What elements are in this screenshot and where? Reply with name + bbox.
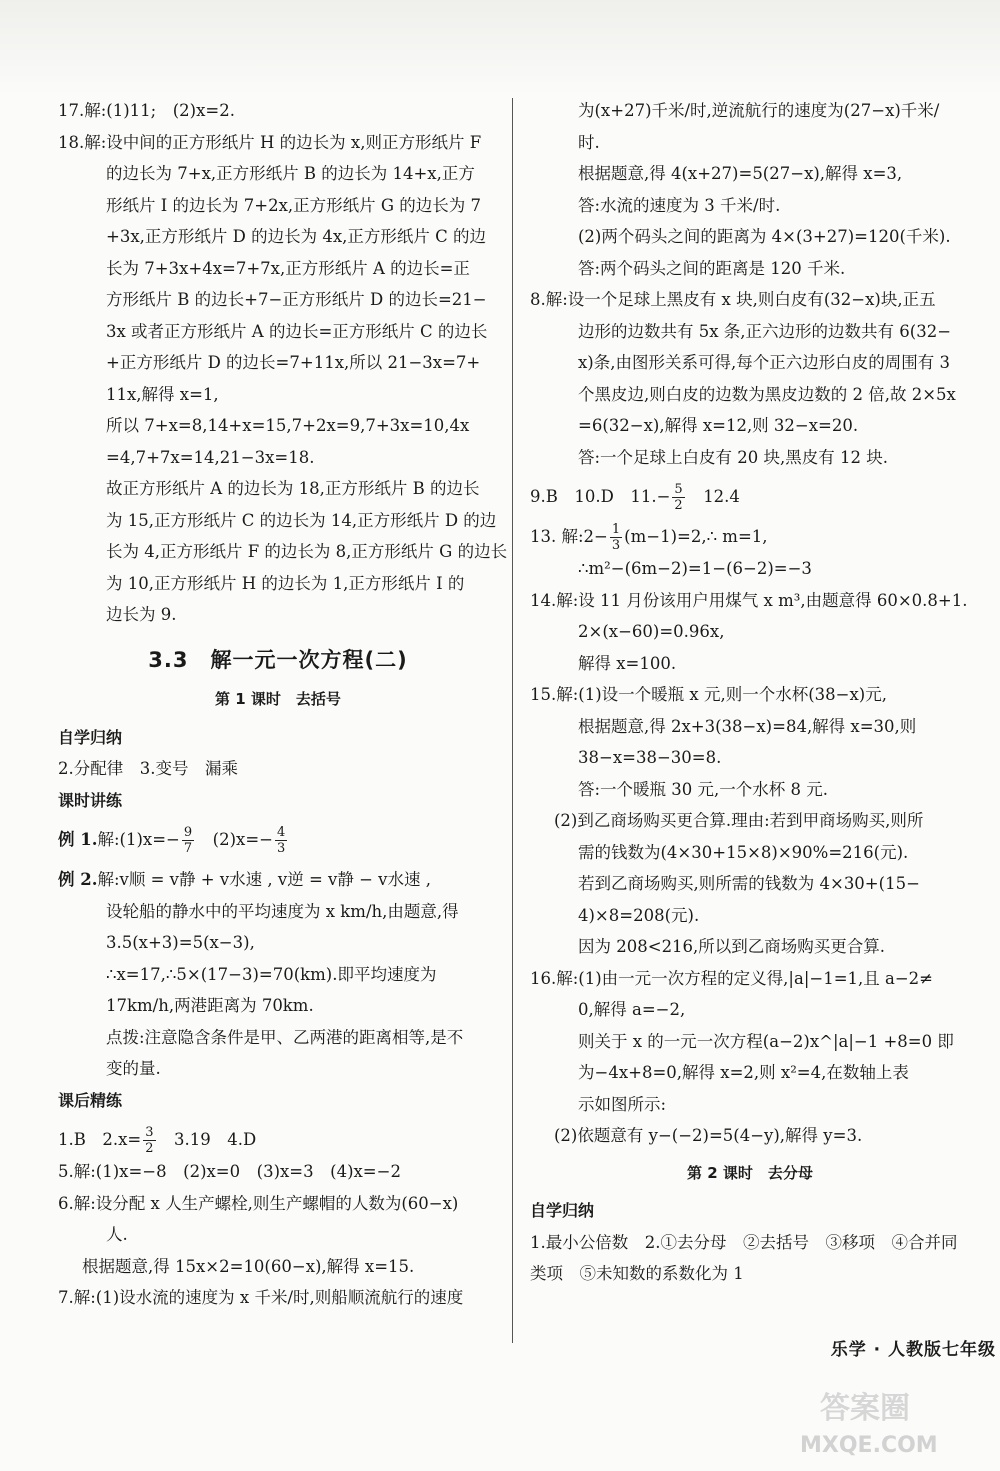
answer-15-line: 根据题意,得 2x+3(38−x)=84,解得 x=30,则	[578, 716, 917, 736]
fraction-denominator: 3	[611, 538, 621, 553]
answer-16-line: 示如图所示:	[578, 1094, 667, 1114]
fraction-denominator: 7	[183, 841, 193, 856]
left-column	[58, 95, 508, 1314]
watermark-main-text: 答案圈	[820, 1391, 910, 1426]
answer-18-line: =4,7+7x=14,21−3x=18.	[106, 447, 315, 467]
answer-13-line: ∴m²−(6m−2)=1−(6−2)=−3	[578, 559, 812, 578]
self-study-heading: 自学归纳	[530, 1201, 595, 1220]
answer-18-line: 长为 7+3x+4x=7+7x,正方形纸片 A 的边长=正	[106, 258, 470, 278]
fraction-numerator: 3	[145, 1125, 154, 1140]
answer-18-line: 方形纸片 B 的边长+7−正方形纸片 D 的边长=21−	[106, 290, 487, 309]
answers-9-12-text: 12.4	[686, 487, 740, 506]
fraction-numerator: 1	[611, 522, 621, 537]
self-study-answer: 2.分配律 3.变号 漏乘	[58, 759, 238, 778]
answer-6-line: 6.解:设分配 x 人生产螺栓,则生产螺帽的人数为(60−x)	[58, 1193, 459, 1213]
answer-14-line: 2×(x−60)=0.96x,	[578, 622, 725, 641]
answer-8-line: 边形的边数共有 5x 条,正六边形的边数共有 6(32−	[578, 321, 952, 341]
answers-1-4-text: 1.B 2.x=	[58, 1130, 142, 1149]
after-class-heading: 课后精练	[58, 1090, 123, 1110]
answer-13-text: 13. 解:2−	[530, 527, 608, 546]
answer-15-line: (2)到乙商场购买更合算.理由:若到甲商场购买,则所	[554, 811, 924, 830]
answer-18-line: 为 10,正方形纸片 H 的边长为 1,正方形纸片 I 的	[106, 573, 465, 593]
lesson-1-title: 第 1 课时 去括号	[215, 690, 341, 708]
fraction-numerator: 4	[276, 825, 286, 840]
lesson-2-answer-line: 类项 ⑤未知数的系数化为 1	[530, 1264, 744, 1283]
answer-15-line: 因为 208<216,所以到乙商场购买更合算.	[578, 937, 886, 956]
answer-16-line: 0,解得 a=−2,	[578, 1000, 686, 1019]
right-column	[530, 95, 970, 1290]
answer-7-line: 根据题意,得 4(x+27)=5(27−x),解得 x=3,	[578, 164, 903, 183]
fraction-denominator: 2	[145, 1141, 154, 1156]
answer-18-line: +正方形纸片 D 的边长=7+11x,所以 21−3x=7+	[106, 353, 481, 372]
self-study-heading: 自学归纳	[58, 727, 123, 747]
fraction	[610, 522, 622, 553]
answer-8-line: x)条,由图形关系可得,每个正六边形白皮的周围有 3	[578, 353, 950, 372]
lesson-2-title: 第 2 课时 去分母	[687, 1163, 813, 1182]
answer-13	[530, 521, 970, 553]
example-2-line: 点拨:注意隐含条件是甲、乙两港的距离相等,是不	[106, 1027, 464, 1047]
answer-8-line: 答:一个足球上白皮有 20 块,黑皮有 12 块.	[578, 447, 889, 467]
example-2-formula: 解:v顺 = v静 + v水速 , v逆 = v静 − v水速 ,	[97, 870, 431, 889]
answer-6-line: 根据题意,得 15x×2=10(60−x),解得 x=15.	[82, 1256, 415, 1276]
answer-18-line: 11x,解得 x=1,	[106, 384, 219, 404]
answer-18-line: 的边长为 7+x,正方形纸片 B 的边长为 14+x,正方	[106, 164, 475, 183]
answer-16-line: 则关于 x 的一元一次方程(a−2)x^|a|−1 +8=0 即	[578, 1031, 954, 1051]
answer-16-line: (2)依题意有 y−(−2)=5(4−y),解得 y=3.	[554, 1126, 863, 1145]
lesson-2-answer-line: 1.最小公倍数 2.①去分母 ②去括号 ③移项 ④合并同	[530, 1232, 958, 1252]
answer-7-line: 答:水流的速度为 3 千米/时.	[578, 195, 781, 215]
fraction	[182, 825, 194, 856]
answer-7-line: 为(x+27)千米/时,逆流航行的速度为(27−x)千米/	[578, 101, 940, 120]
answers-9-12-text: 9.B 10.D 11.−	[530, 487, 671, 506]
answer-18-line: +3x,正方形纸片 D 的边长为 4x,正方形纸片 C 的边	[106, 227, 486, 246]
answer-18-line: 18.解:设中间的正方形纸片 H 的边长为 x,则正方形纸片 F	[58, 132, 482, 152]
answer-7-line: 时.	[578, 132, 600, 152]
answer-7-line: (2)两个码头之间的距离为 4×(3+27)=120(千米).	[578, 227, 951, 246]
answer-15-line: 15.解:(1)设一个暖瓶 x 元,则一个水杯(38−x)元,	[530, 685, 887, 704]
fraction	[672, 482, 684, 513]
answer-18-line: 故正方形纸片 A 的边长为 18,正方形纸片 B 的边长	[106, 479, 480, 498]
example-2-line: 设轮船的静水中的平均速度为 x km/h,由题意,得	[106, 901, 459, 921]
answer-15-line: 4)×8=208(元).	[578, 905, 700, 925]
answer-13-text: (m−1)=2,∴ m=1,	[624, 527, 768, 546]
answer-5: 5.解:(1)x=−8 (2)x=0 (3)x=3 (4)x=−2	[58, 1162, 401, 1181]
example-2-label: 例 2.	[58, 870, 98, 889]
fraction-numerator: 5	[674, 482, 683, 497]
example-2	[58, 864, 498, 896]
example-2-line: 变的量.	[106, 1059, 161, 1078]
answers-9-12	[530, 481, 970, 513]
example-2-line: 3.5(x+3)=5(x−3),	[106, 933, 255, 952]
page-footer: 乐学 · 人教版七年级	[830, 1340, 996, 1360]
answer-15-line: 需的钱数为(4×30+15×8)×90%=216(元).	[578, 842, 909, 862]
example-1-label: 例 1.	[58, 830, 98, 849]
fraction-numerator: 9	[183, 825, 193, 840]
example-1-text: (2)x=−	[196, 830, 273, 849]
answer-18-line: 为 15,正方形纸片 C 的边长为 14,正方形纸片 D 的边	[106, 510, 497, 530]
answer-8-line: =6(32−x),解得 x=12,则 32−x=20.	[578, 416, 859, 435]
lecture-heading: 课时讲练	[58, 790, 123, 810]
answer-18-line: 形纸片 I 的边长为 7+2x,正方形纸片 G 的边长为 7	[106, 195, 482, 215]
answer-15-line: 若到乙商场购买,则所需的钱数为 4×30+(15−	[578, 874, 920, 893]
example-2-line: ∴x=17,∴5×(17−3)=70(km).即平均速度为	[106, 964, 437, 984]
fraction-denominator: 2	[674, 498, 683, 513]
scan-top-band	[0, 0, 1000, 95]
watermark-site-text: MXQE.COM	[800, 1433, 938, 1458]
answers-1-4-text: 3.19 4.D	[157, 1130, 257, 1149]
answer-18-line: 长为 4,正方形纸片 F 的边长为 8,正方形纸片 G 的边长	[106, 542, 508, 561]
answer-8-line: 个黑皮边,则白皮的边数为黑皮边数的 2 倍,故 2×5x	[578, 384, 956, 404]
answer-18-line: 边长为 9.	[106, 605, 177, 624]
example-1	[58, 824, 498, 856]
answer-18-line: 所以 7+x=8,14+x=15,7+2x=9,7+3x=10,4x	[106, 416, 470, 435]
fraction	[275, 825, 287, 856]
answer-14-line: 14.解:设 11 月份该用户用煤气 x m³,由题意得 60×0.8+1.	[530, 590, 968, 610]
watermark-logo	[780, 1380, 980, 1460]
column-divider	[512, 98, 513, 1343]
answer-18-line: 3x 或者正方形纸片 A 的边长=正方形纸片 C 的边长	[106, 321, 488, 341]
answer-7-start: 7.解:(1)设水流的速度为 x 千米/时,则船顺流航行的速度	[58, 1288, 464, 1307]
answers-1-4	[58, 1124, 498, 1156]
answer-7-line: 答:两个码头之间的距离是 120 千米.	[578, 258, 846, 278]
answer-8-line: 8.解:设一个足球上黑皮有 x 块,则白皮有(32−x)块,正五	[530, 290, 936, 309]
example-1-text: 解:(1)x=−	[97, 830, 180, 849]
answer-16-line: 16.解:(1)由一元一次方程的定义得,|a|−1=1,且 a−2≠	[530, 968, 933, 988]
answer-14-line: 解得 x=100.	[578, 653, 677, 673]
answer-17: 17.解:(1)11; (2)x=2.	[58, 101, 235, 120]
section-title: 3.3 解一元一次方程(二)	[148, 647, 408, 672]
answer-15-line: 答:一个暖瓶 30 元,一个水杯 8 元.	[578, 779, 829, 799]
answer-16-line: 为−4x+8=0,解得 x=2,则 x²=4,在数轴上表	[578, 1063, 909, 1082]
answer-6-line: 人.	[106, 1225, 128, 1244]
answer-15-line: 38−x=38−30=8.	[578, 748, 722, 767]
example-2-line: 17km/h,两港距离为 70km.	[106, 996, 314, 1015]
answer-18	[58, 127, 508, 631]
fraction-denominator: 3	[276, 841, 286, 856]
fraction	[143, 1125, 155, 1156]
